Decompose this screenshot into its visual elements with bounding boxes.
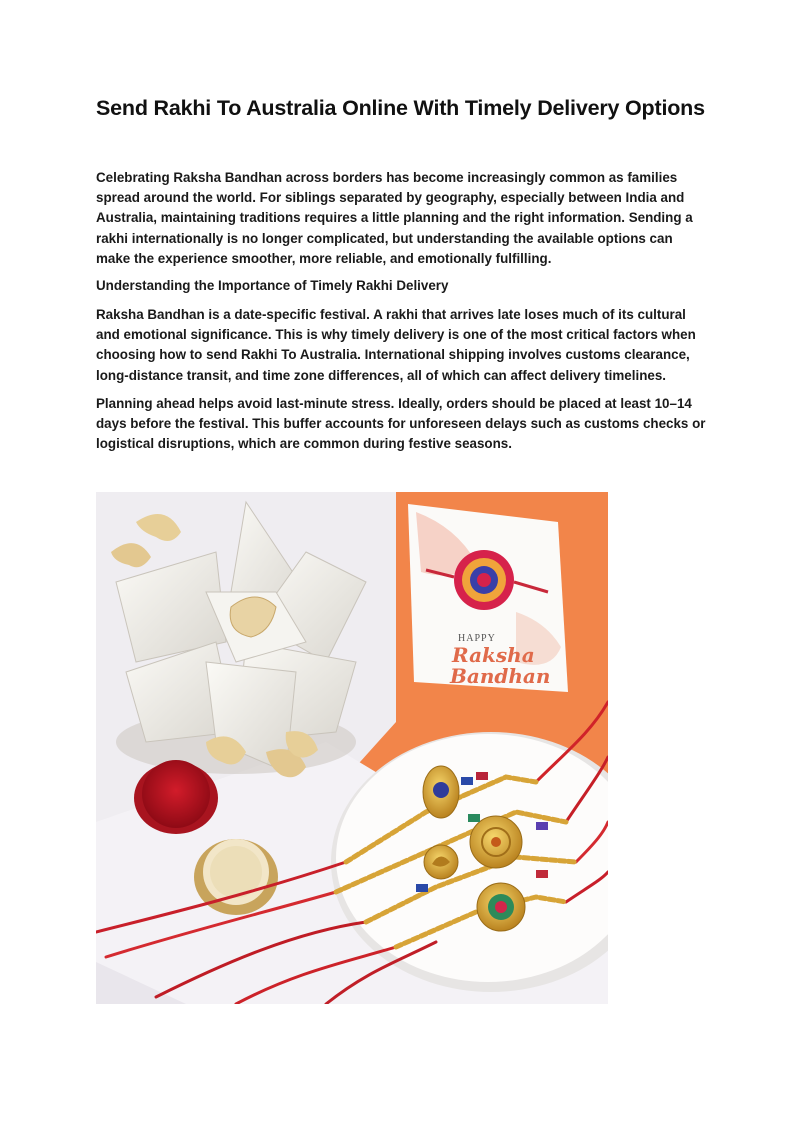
page-title: Send Rakhi To Australia Online With Timely Delivery Options: [96, 96, 705, 120]
greeting-card: [408, 504, 568, 692]
card-bandhan-text: Bandhan: [450, 664, 551, 688]
planning-paragraph: Planning ahead helps avoid last-minute stress. Ideally, orders should be placed at least 10–14 days before the festival. This buffer accounts for unforeseen delays such as customs checks or logistical disruptions, which are common during festive seasons.: [96, 396, 706, 452]
section-heading: Understanding the Importance of Timely Rakhi Delivery: [96, 278, 449, 293]
rakhi-mandala-gold-icon: [470, 816, 522, 868]
timely-delivery-paragraph: Raksha Bandhan is a date-specific festival. A rakhi that arrives late loses much of its cultural and emotional significance. This is why timely delivery is one of the most critical factors when choosing how to send Rakhi To Australia. International shipping involves customs clearance, long-distance transit, and time zone differences, all of which can affect delivery timelines.: [96, 307, 696, 383]
rakhi-mandala-jewel-icon: [477, 883, 525, 931]
intro-paragraph: Celebrating Raksha Bandhan across borders has become increasingly common as families spread around the world. For siblings separated by geography, especially between India and Australia, maintaining traditions requires a little planning and the right information. Sending a rakhi internationally is no longer complicated, but understanding the available options can make the experience smoother, more reliable, and emotionally fulfilling.: [96, 170, 693, 266]
card-happy-text: HAPPY: [458, 633, 496, 644]
card-raksha-text: Raksha: [452, 643, 535, 667]
rakhi-swan-icon: [424, 845, 458, 879]
rakhi-peacock-icon: [423, 766, 459, 818]
rakhi-photo: [96, 492, 608, 1004]
